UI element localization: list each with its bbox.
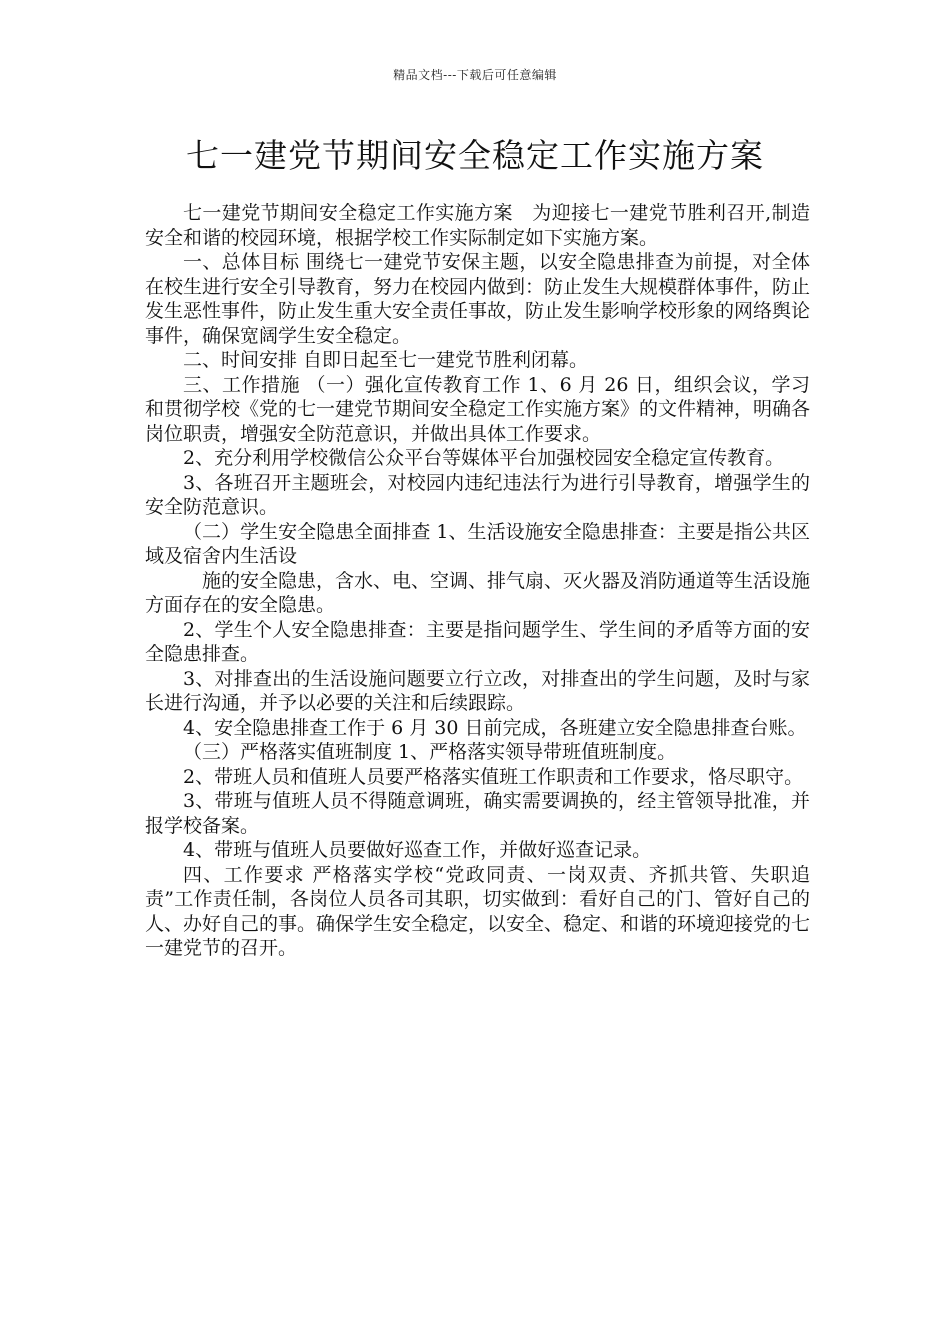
- paragraph-measure-2: 2、充分利用学校微信公众平台等媒体平台加强校园安全稳定宣传教育。: [183, 447, 785, 469]
- paragraph-inspection-cont: 施的安全隐患，含水、电、空调、排气扇、灭火器及消防通道等生活设施方面存在的安全隐患。: [145, 569, 811, 616]
- paragraph-duty-3: 3、带班与值班人员不得随意调班，确实需要调换的，经主管领导批准，并报学校备案。: [145, 790, 810, 837]
- paragraph-inspection-3: 3、对排查出的生活设施问题要立行立改，对排查出的学生问题，及时与家长进行沟通，并予以必要的关注和后续跟踪。: [145, 667, 810, 714]
- paragraph-goal: 一、总体目标 围绕七一建党节安保主题，以安全隐患排查为前提，对全体在校生进行安全引导教育，努力在校园内做到：防止发生大规模群体事件，防止发生恶性事件，防止发生重大安全责任事故，防止发生影响学校形象的网络舆论事件，确保宽阔学生安全稳定。: [145, 251, 811, 347]
- paragraph-inspection: （二）学生安全隐患全面排查 1、生活设施安全隐患排查：主要是指公共区域及宿舍内生活设: [145, 520, 810, 567]
- paragraph-duty-2: 2、带班人员和值班人员要严格落实值班工作职责和工作要求，恪尽职守。: [183, 765, 804, 788]
- paragraph-intro: 七一建党节期间安全稳定工作实施方案 为迎接七一建党节胜利召开,制造安全和谐的校园环境，根据学校工作实际制定如下实施方案。: [145, 202, 810, 249]
- paragraph-measure-3: 3、各班召开主题班会，对校园内违纪违法行为进行引导教育，增强学生的安全防范意识。: [145, 471, 810, 518]
- paragraph-duty: （三）严格落实值班制度 1、严格落实领导带班值班制度。: [183, 741, 677, 763]
- paragraph-inspection-2: 2、学生个人安全隐患排查：主要是指问题学生、学生间的矛盾等方面的安全隐患排查。: [145, 618, 810, 665]
- paragraph-measures: 三、工作措施 （一）强化宣传教育工作 1、6 月 26 日，组织会议，学习和贯彻学校《党的七一建党节期间安全稳定工作实施方案》的文件精神，明确各岗位职责，增强安全防范意识，并做出具体工作要求。: [145, 373, 811, 445]
- paragraph-requirements: 四、工作要求 严格落实学校“党政同责、一岗双责、齐抓共管、失职追责”工作责任制，各岗位人员各司其职，切实做到：看好自己的门、管好自己的人、办好自己的事。确保学生安全稳定，以安全、稳定、和谐的环境迎接党的七一建党节的召开。: [145, 863, 811, 959]
- document-title: 七一建党节期间安全稳定工作实施方案: [186, 136, 764, 175]
- header-note: 精品文档---下载后可任意编辑: [393, 68, 557, 82]
- paragraph-inspection-4: 4、安全隐患排查工作于 6 月 30 日前完成，各班建立安全隐患排查台账。: [183, 716, 807, 739]
- paragraph-duty-4: 4、带班与值班人员要做好巡查工作，并做好巡查记录。: [183, 839, 652, 861]
- document-body: [145, 201, 810, 961]
- paragraph-schedule: 二、时间安排 自即日起至七一建党节胜利闭幕。: [183, 349, 589, 371]
